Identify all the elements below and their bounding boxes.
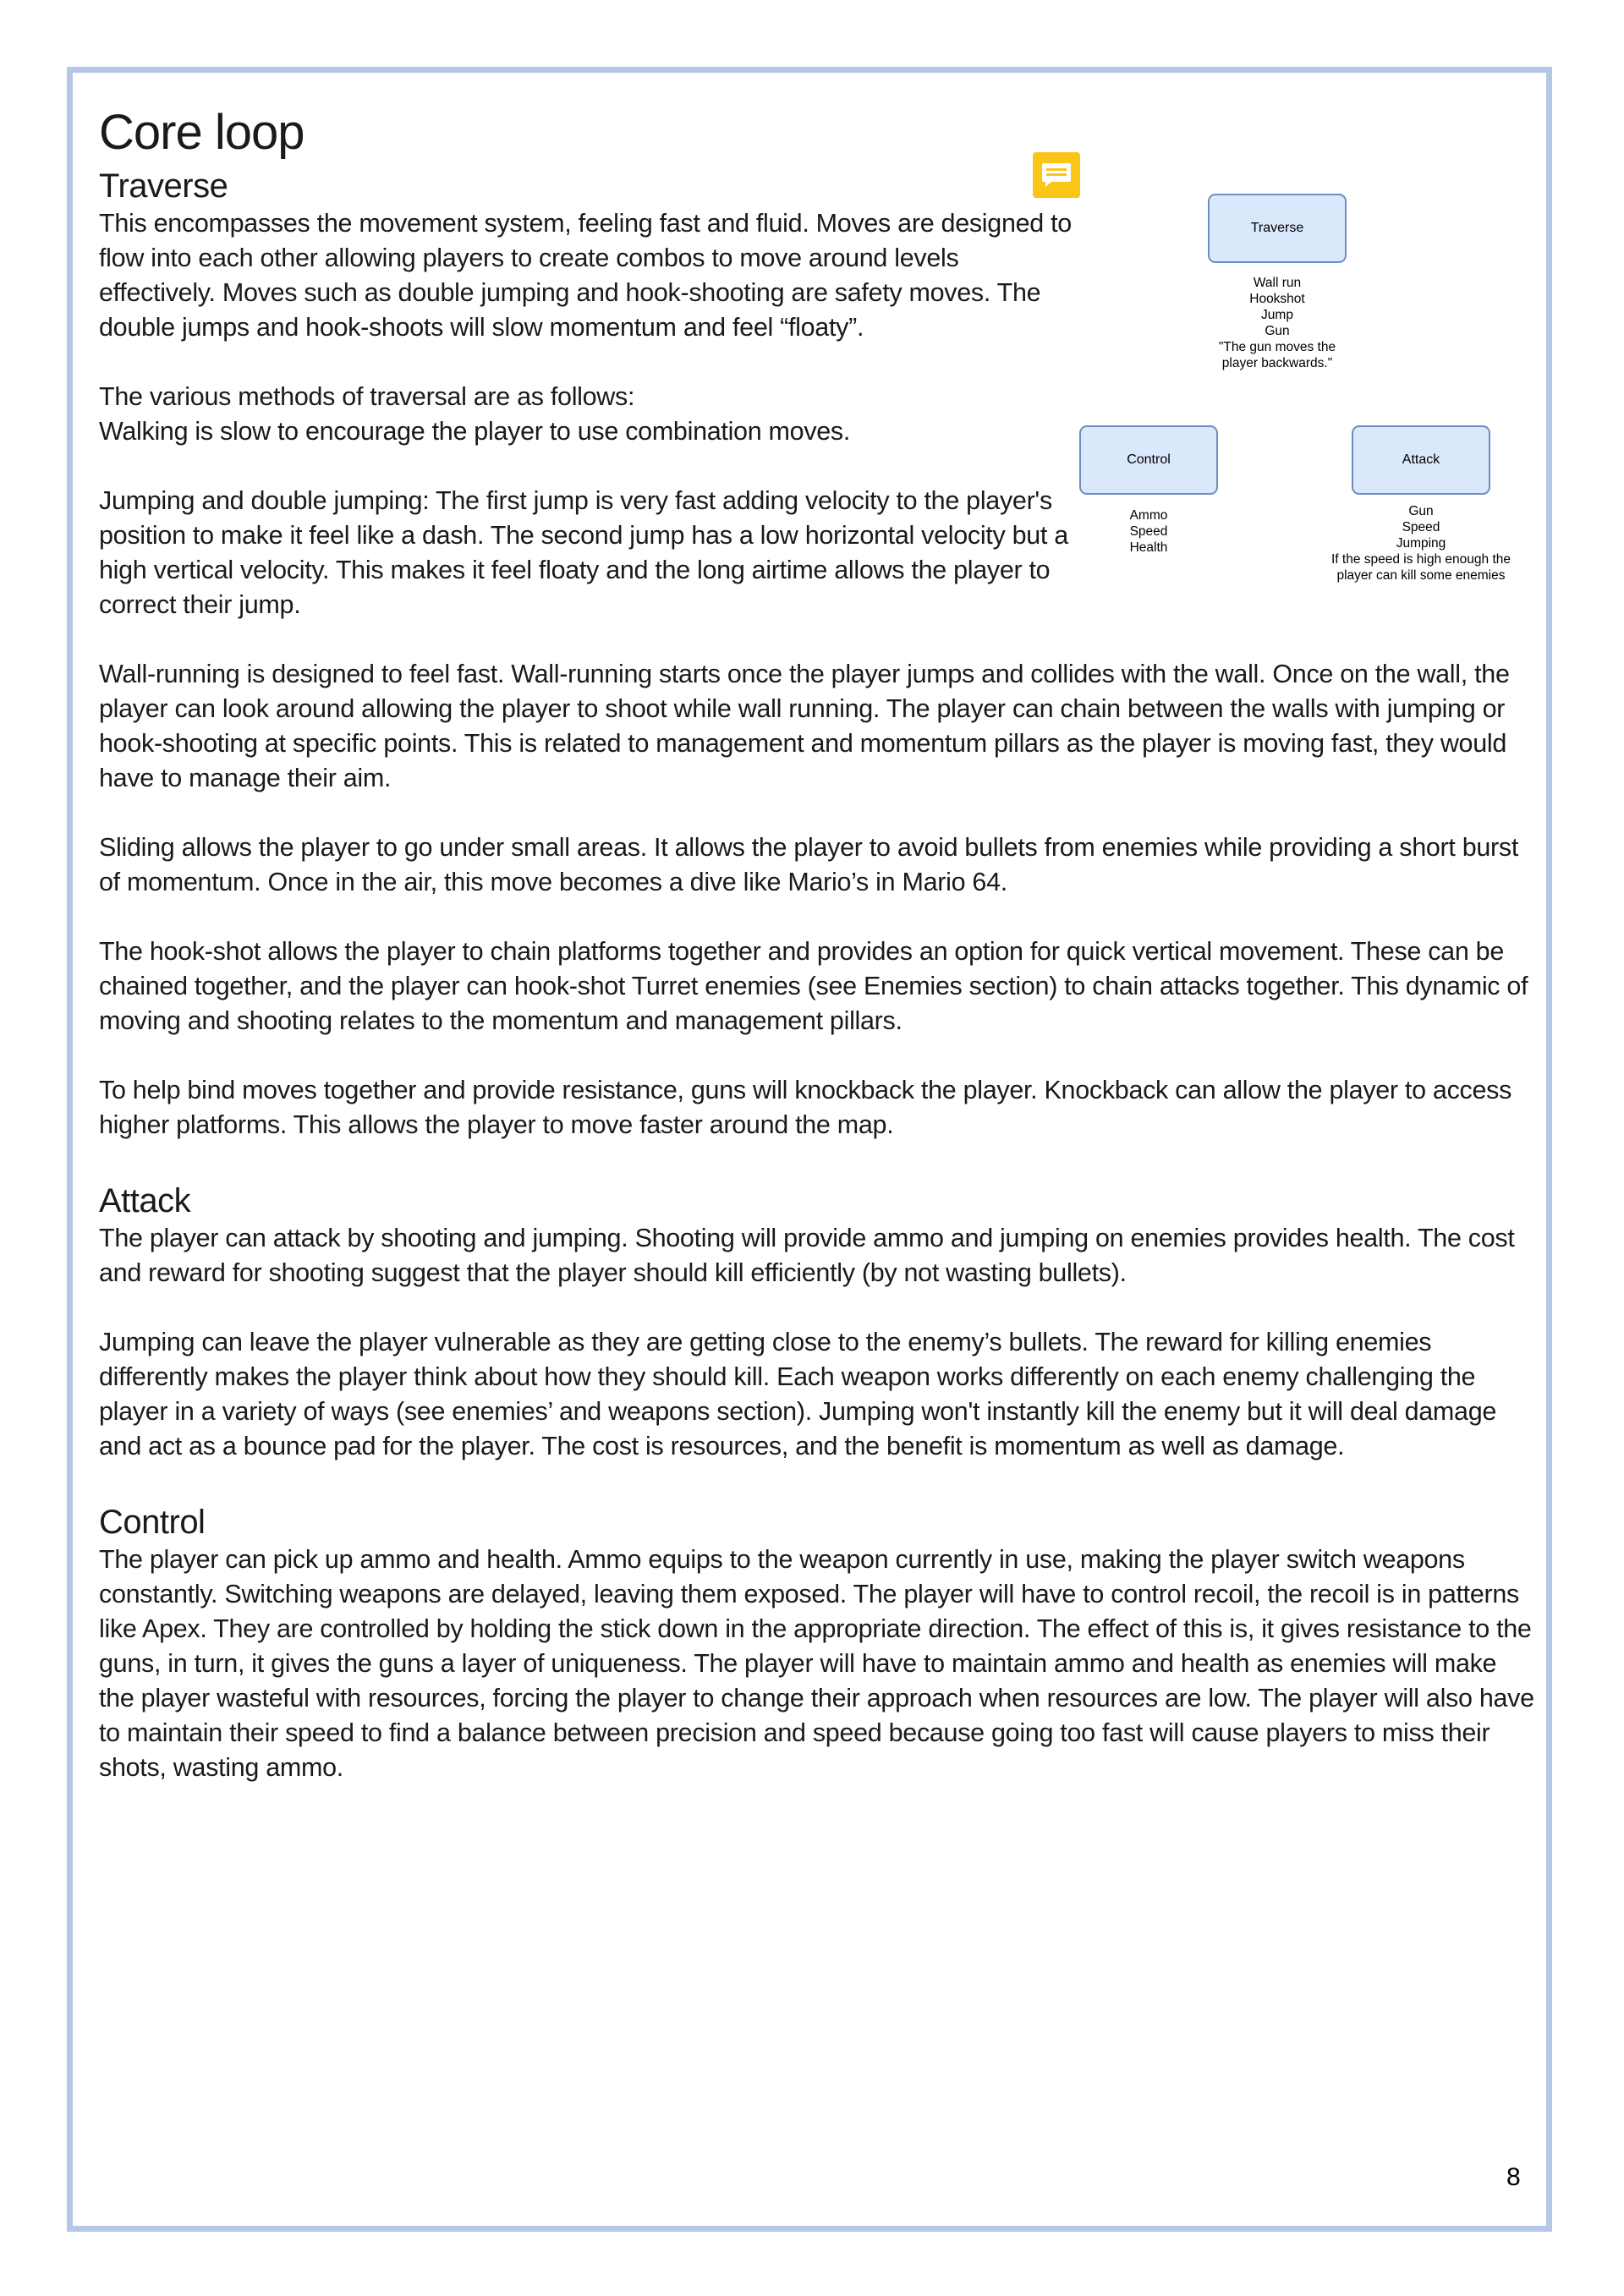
diagram-traverse-line: player backwards." bbox=[1221, 356, 1333, 370]
diagram-control-line: Speed bbox=[1129, 524, 1168, 539]
traverse-paragraph: Wall-running is designed to feel fast. Wall-running starts once the player jumps and collides with the wall. Once on the wall, the player can look around allowing the player to shoot while wall running. The player can chain between the walls with jumping or hook-shooting at specific points. This is related to management and momentum pillars as the player is moving fast, they would have to manage their aim. bbox=[99, 660, 1510, 792]
diagram-attack-line: Speed bbox=[1402, 520, 1440, 534]
diagram-traverse-line: "The gun moves the bbox=[1218, 340, 1336, 354]
diagram-control-line: Health bbox=[1129, 540, 1168, 555]
diagram-traverse-line: Hookshot bbox=[1249, 292, 1305, 306]
diagram-traverse-line: Gun bbox=[1265, 324, 1290, 338]
section-heading-attack: Attack bbox=[99, 1182, 191, 1219]
page-number: 8 bbox=[1506, 2163, 1521, 2191]
diagram-attack-line: player can kill some enemies bbox=[1336, 568, 1506, 583]
diagram-node-traverse-label: Traverse bbox=[1250, 221, 1304, 235]
diagram-traverse-line: Wall run bbox=[1253, 276, 1302, 290]
diagram-control-line: Ammo bbox=[1129, 508, 1168, 523]
page-title: Core loop bbox=[99, 105, 304, 160]
diagram-attack-line: Gun bbox=[1408, 504, 1434, 518]
attack-paragraph: The player can attack by shooting and jumping. Shooting will provide ammo and jumping on enemies provides health. The cost and reward for shooting suggest that the player should kill efficiently (by not wasting bullets). bbox=[99, 1224, 1515, 1287]
traverse-paragraph: Jumping and double jumping: The first jump is very fast adding velocity to the player's position to make it feel like a dash. The second jump has a low horizontal velocity but a high vertical velocity. This makes it feel floaty and the long airtime allows the player to correct their jump. bbox=[99, 486, 1068, 619]
control-paragraph: The player can pick up ammo and health. Ammo equips to the weapon currently in use, making the player switch weapons constantly. Switching weapons are delayed, leaving them exposed. The player will have to control recoil, the recoil is in patterns like Apex. They are controlled by holding the stick down in the appropriate direction. The effect of this is, it gives resistance to the guns, in turn, it gives the guns a layer of uniqueness. The player will have to maintain ammo and health as enemies will make the player wasteful with resources, forcing the player to change their approach when resources are low. The player will also have to maintain their speed to find a balance between precision and speed because going too fast will cause players to miss their shots, wasting ammo. bbox=[99, 1545, 1534, 1782]
document-body bbox=[99, 100, 1537, 1785]
section-heading-traverse: Traverse bbox=[99, 167, 228, 205]
diagram-attack-line: Jumping bbox=[1396, 536, 1446, 551]
traverse-paragraph: The hook-shot allows the player to chain platforms together and provides an option for quick vertical movement. These can be chained together, and the player can hook-shot Turret enemies (see Enemies section) to chain attacks together. This dynamic of moving and shooting relates to the momentum and management pillars. bbox=[99, 937, 1528, 1035]
diagram-attack-line: If the speed is high enough the bbox=[1331, 552, 1511, 567]
diagram-node-control-label: Control bbox=[1127, 452, 1171, 467]
traverse-paragraph: Sliding allows the player to go under small areas. It allows the player to avoid bullets from enemies while providing a short burst of momentum. Once in the air, this move becomes a dive like Mario’s in Mario 64. bbox=[99, 833, 1519, 896]
traverse-paragraph: This encompasses the movement system, feeling fast and fluid. Moves are designed to flow into each other allowing players to create combos to move around levels effectively. Moves such as double jumping and hook-shooting are safety moves. The double jumps and hook-shoots will slow momentum and feel “floaty”. bbox=[99, 209, 1072, 342]
section-heading-control: Control bbox=[99, 1504, 206, 1541]
traverse-paragraph: The various methods of traversal are as follows: bbox=[99, 382, 635, 411]
traverse-paragraph: To help bind moves together and provide resistance, guns will knockback the player. Knockback can allow the player to access higher platforms. This allows the player to move faster around the map. bbox=[99, 1076, 1512, 1139]
diagram-traverse-line: Jump bbox=[1261, 308, 1293, 322]
attack-paragraph: Jumping can leave the player vulnerable as they are getting close to the enemy’s bullets. The reward for killing enemies differently makes the player think about how they should kill. Each weapon works differently on each enemy challenging the player in a variety of ways (see enemies’ and weapons section). Jumping won't instantly kill the enemy but it will deal damage and act as a bounce pad for the player. The cost is resources, and the benefit is momentum as well as damage. bbox=[99, 1328, 1497, 1460]
traverse-paragraph: Walking is slow to encourage the player to use combination moves. bbox=[99, 417, 851, 446]
diagram-node-attack-label: Attack bbox=[1402, 452, 1440, 467]
